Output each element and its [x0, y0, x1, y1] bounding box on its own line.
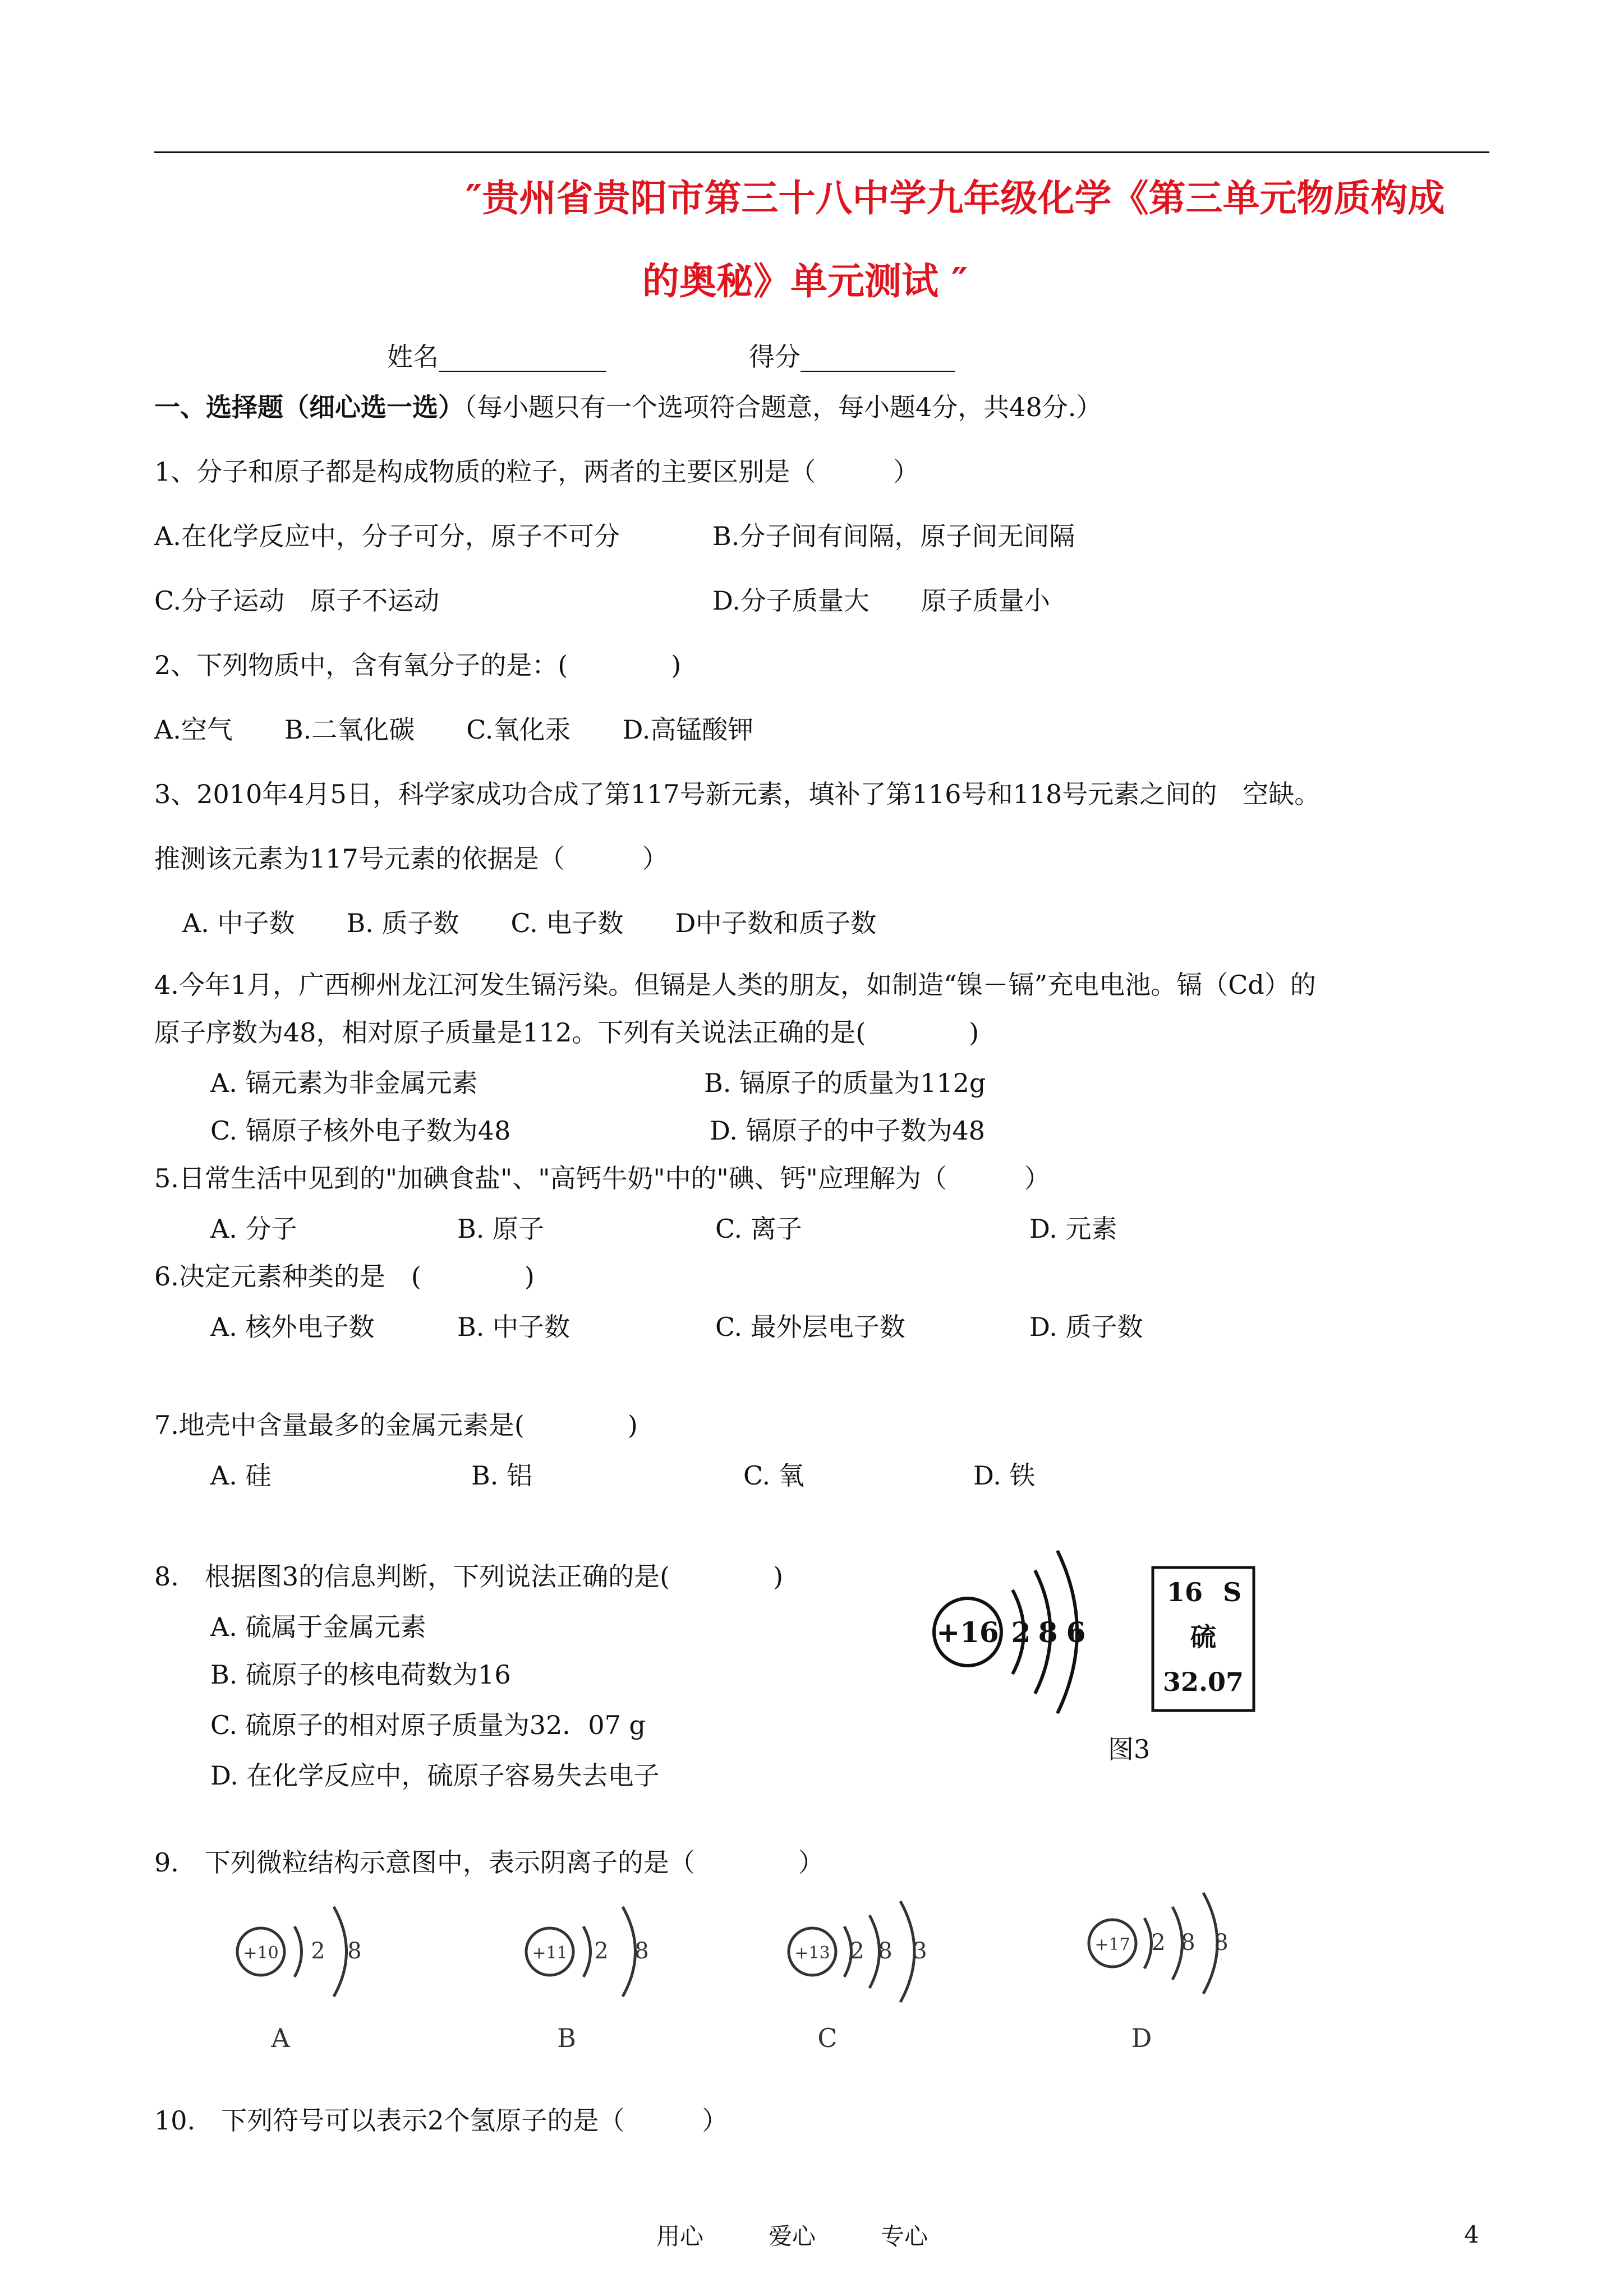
q8-option-a: A. 硫属于金属元素: [210, 1612, 426, 1642]
q9-stem: 9. 下列微粒结构示意图中，表示阴离子的是（ ）: [154, 1847, 824, 1878]
section-title: 一、选择题（细心选一选）: [154, 392, 464, 422]
q8-option-b: B. 硫原子的核电荷数为16: [210, 1659, 511, 1690]
q3-stem-line-2: 推测该元素为117号元素的依据是（ ）: [154, 843, 668, 874]
sulfur-shell-count-1: 2: [1011, 1616, 1031, 1649]
title-line-2: 的奥秘》单元测试 ″: [642, 260, 968, 303]
q8-stem: 8. 根据图3的信息判断，下列说法正确的是( ): [154, 1561, 784, 1592]
q9-c-shell-3: 3: [913, 1938, 927, 1964]
q1-option-d: D.分子质量大 原子质量小: [712, 585, 1050, 616]
q4-stem-line-2: 原子序数为48，相对原子质量是112。下列有关说法正确的是( ): [154, 1017, 979, 1048]
q9-a-shell-2: 8: [347, 1938, 362, 1964]
q6-option-b: B. 中子数: [457, 1312, 571, 1342]
q6-stem: 6.决定元素种类的是 ( ): [154, 1261, 535, 1292]
q9-b-label: B: [557, 2023, 576, 2053]
q7-option-c: C. 氧: [743, 1460, 804, 1491]
q9-b-nucleus: +11: [532, 1943, 568, 1963]
q9-b-shell-2: 8: [634, 1938, 649, 1964]
q4-stem-line-1: 4.今年1月，广西柳州龙江河发生镉污染。但镉是人类的朋友，如制造“镍－镉”充电电池。镉（Cd）的: [154, 970, 1316, 1000]
figure-3-caption: 图3: [1108, 1734, 1151, 1764]
name-field: 姓名_____________: [387, 342, 606, 372]
section-instruction: （每小题只有一个选项符合题意，每小题4分，共48分.）: [464, 392, 1102, 422]
footer-slogan-2: 爱心: [769, 2223, 816, 2250]
q1-option-a: A.在化学反应中，分子可分，原子不可分: [154, 521, 620, 551]
q5-stem: 5.日常生活中见到的"加碘食盐"、"高钙牛奶"中的"碘、钙"应理解为（ ）: [154, 1163, 1050, 1193]
q9-diagram-d: [1089, 1893, 1229, 2053]
q3-options: A. 中子数 B. 质子数 C. 电子数 D中子数和质子数: [182, 908, 877, 938]
sulfur-shell-count-3: 6: [1066, 1616, 1086, 1649]
q9-d-label: D: [1131, 2023, 1152, 2053]
q9-d-shell-3: 8: [1214, 1930, 1229, 1956]
q5-option-d: D. 元素: [1029, 1214, 1117, 1244]
q9-diagrams: [224, 1884, 1290, 2069]
q4-option-d: D. 镉原子的中子数为48: [710, 1115, 986, 1146]
q1-option-c: C.分子运动 原子不运动: [154, 585, 440, 616]
q9-a-nucleus: +10: [243, 1943, 279, 1963]
q4-option-a: A. 镉元素为非金属元素: [210, 1068, 478, 1098]
element-mass: 32.07: [1162, 1667, 1244, 1697]
q1-option-b: B.分子间有间隔，原子间无间隔: [712, 521, 1075, 551]
q9-c-nucleus: +13: [794, 1943, 830, 1963]
q1-stem: 1、分子和原子都是构成物质的粒子，两者的主要区别是（ ）: [154, 457, 919, 487]
q9-diagram-c: [789, 1901, 927, 2053]
q7-option-b: B. 铝: [471, 1460, 533, 1491]
q9-d-shell-1: 2: [1151, 1930, 1166, 1956]
q9-c-label: C: [817, 2023, 838, 2053]
q4-option-c: C. 镉原子核外电子数为48: [210, 1115, 511, 1146]
q8-option-c: C. 硫原子的相对原子质量为32．07 g: [210, 1710, 646, 1740]
header-rule: [154, 151, 1489, 153]
sulfur-nucleus-charge: +16: [936, 1616, 999, 1649]
section-heading: [154, 387, 1102, 424]
q7-option-a: A. 硅: [210, 1460, 272, 1491]
q7-stem: 7.地壳中含量最多的金属元素是( ): [154, 1410, 638, 1440]
q9-c-shell-2: 8: [878, 1938, 892, 1964]
q5-option-c: C. 离子: [715, 1214, 802, 1244]
q9-diagram-a: [237, 1907, 362, 2053]
q9-a-label: A: [271, 2023, 290, 2053]
q5-option-a: A. 分子: [210, 1214, 297, 1244]
q6-option-c: C. 最外层电子数: [715, 1312, 905, 1342]
q7-option-d: D. 铁: [973, 1460, 1036, 1491]
q2-stem: 2、下列物质中，含有氧分子的是：( ): [154, 650, 682, 680]
score-field: 得分____________: [749, 342, 955, 372]
footer-slogan-1: 用心: [656, 2223, 704, 2250]
q10-stem: 10. 下列符号可以表示2个氢原子的是（ ）: [154, 2105, 728, 2136]
page-number: 4: [1464, 2221, 1479, 2248]
q8-option-d: D. 在化学反应中，硫原子容易失去电子: [210, 1760, 660, 1791]
q5-option-b: B. 原子: [457, 1214, 545, 1244]
q9-d-shell-2: 8: [1181, 1930, 1195, 1956]
q9-a-shell-1: 2: [311, 1938, 325, 1964]
q9-b-shell-1: 2: [594, 1938, 609, 1964]
q3-stem-line-1: 3、2010年4月5日，科学家成功合成了第117号新元素，填补了第116号和118号元素之间的 空缺。: [154, 779, 1321, 809]
q9-d-nucleus: +17: [1094, 1935, 1130, 1954]
element-number: 16: [1167, 1577, 1203, 1607]
sulfur-shell-count-2: 8: [1038, 1616, 1058, 1649]
element-name: 硫: [1190, 1622, 1216, 1652]
q6-option-d: D. 质子数: [1029, 1312, 1143, 1342]
q9-diagram-b: [526, 1907, 649, 2053]
title-line-1: ″贵州省贵阳市第三十八中学九年级化学《第三单元物质构成: [466, 177, 1445, 220]
q4-option-b: B. 镉原子的质量为112g: [704, 1068, 986, 1098]
element-symbol: S: [1223, 1577, 1242, 1607]
q6-option-a: A. 核外电子数: [210, 1312, 375, 1342]
q2-options: A.空气 B.二氧化碳 C.氧化汞 D.高锰酸钾: [154, 714, 754, 745]
q9-c-shell-1: 2: [850, 1938, 864, 1964]
footer-slogan-3: 专心: [881, 2223, 928, 2250]
figure-3: [909, 1537, 1313, 1772]
